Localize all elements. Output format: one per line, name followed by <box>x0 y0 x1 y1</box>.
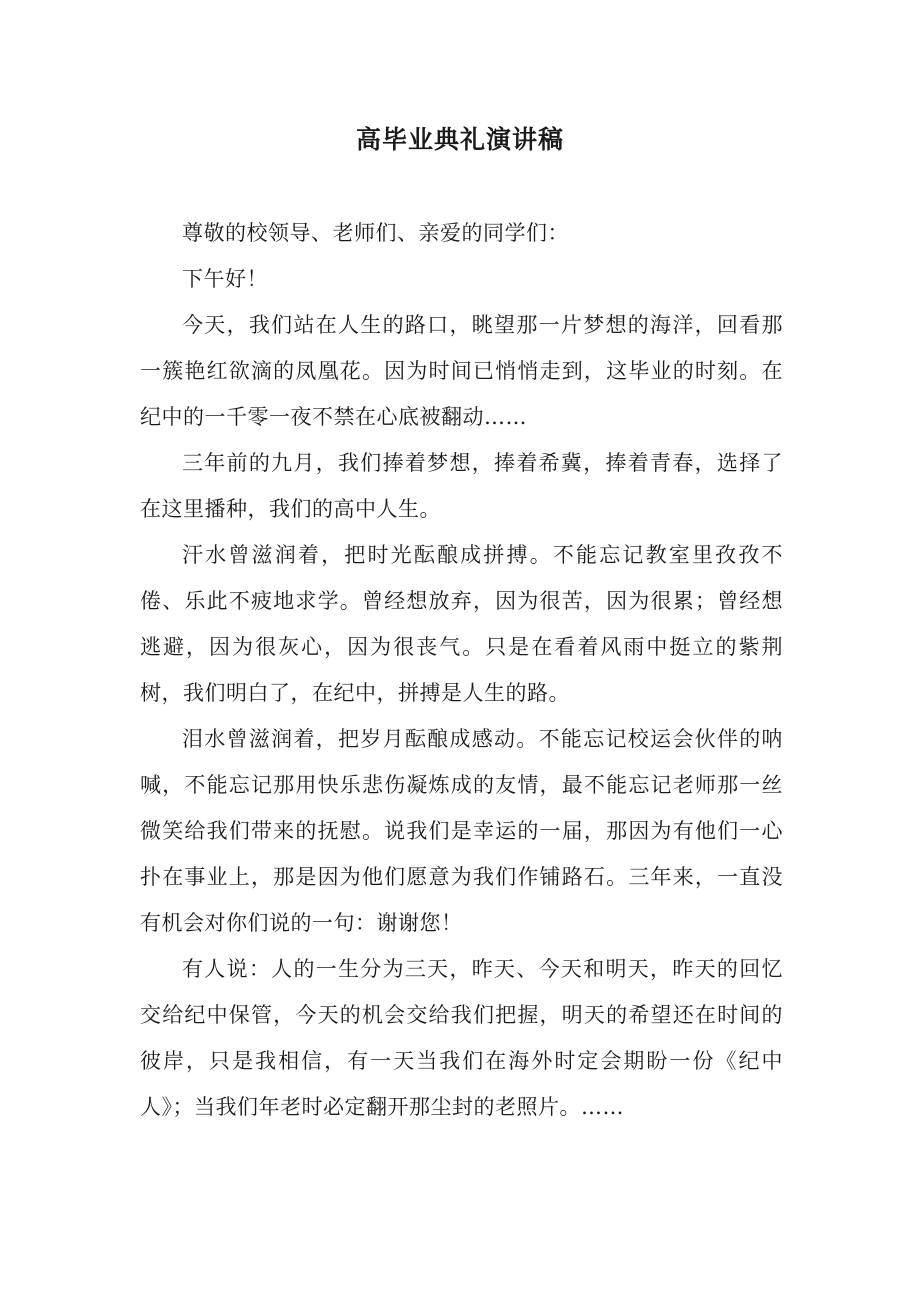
paragraph: 泪水曾滋润着，把岁月酝酿成感动。不能忘记校运会伙伴的呐喊，不能忘记那用快乐悲伤凝炼成的友情，最不能忘记老师那一丝微笑给我们带来的抚慰。说我们是幸运的一届，那因为有他们一心扑在事业上，那是因为他们愿意为我们作铺路石。三年来，一直没有机会对你们说的一句：谢谢您！ <box>140 727 783 935</box>
paragraph: 三年前的九月，我们捧着梦想，捧着希冀，捧着青春，选择了在这里播种，我们的高中人生。 <box>140 451 783 521</box>
paragraph: 有人说：人的一生分为三天，昨天、今天和明天，昨天的回忆交给纪中保管，今天的机会交给我们把握，明天的希望还在时间的彼岸，只是我相信，有一天当我们在海外时定会期盼一份《纪中人》；当我们年老时必定翻开那尘封的老照片。…… <box>140 957 783 1119</box>
document-title: 高毕业典礼演讲稿 <box>355 125 564 154</box>
document-body <box>140 210 783 1130</box>
paragraph: 汗水曾滋润着，把时光酝酿成拼搏。不能忘记教室里孜孜不倦、乐此不疲地求学。曾经想放弃，因为很苦，因为很累；曾经想逃避，因为很灰心，因为很丧气。只是在看着风雨中挺立的紫荆树，我们明白了，在纪中，拼搏是人生的路。 <box>140 543 783 705</box>
paragraph-salutation: 尊敬的校领导、老师们、亲爱的同学们： <box>182 221 569 245</box>
paragraph-greeting: 下午好！ <box>182 267 268 291</box>
paragraph: 今天，我们站在人生的路口，眺望那一片梦想的海洋，回看那一簇艳红欲滴的凤凰花。因为时间已悄悄走到，这毕业的时刻。在纪中的一千零一夜不禁在心底被翻动…… <box>140 313 783 429</box>
